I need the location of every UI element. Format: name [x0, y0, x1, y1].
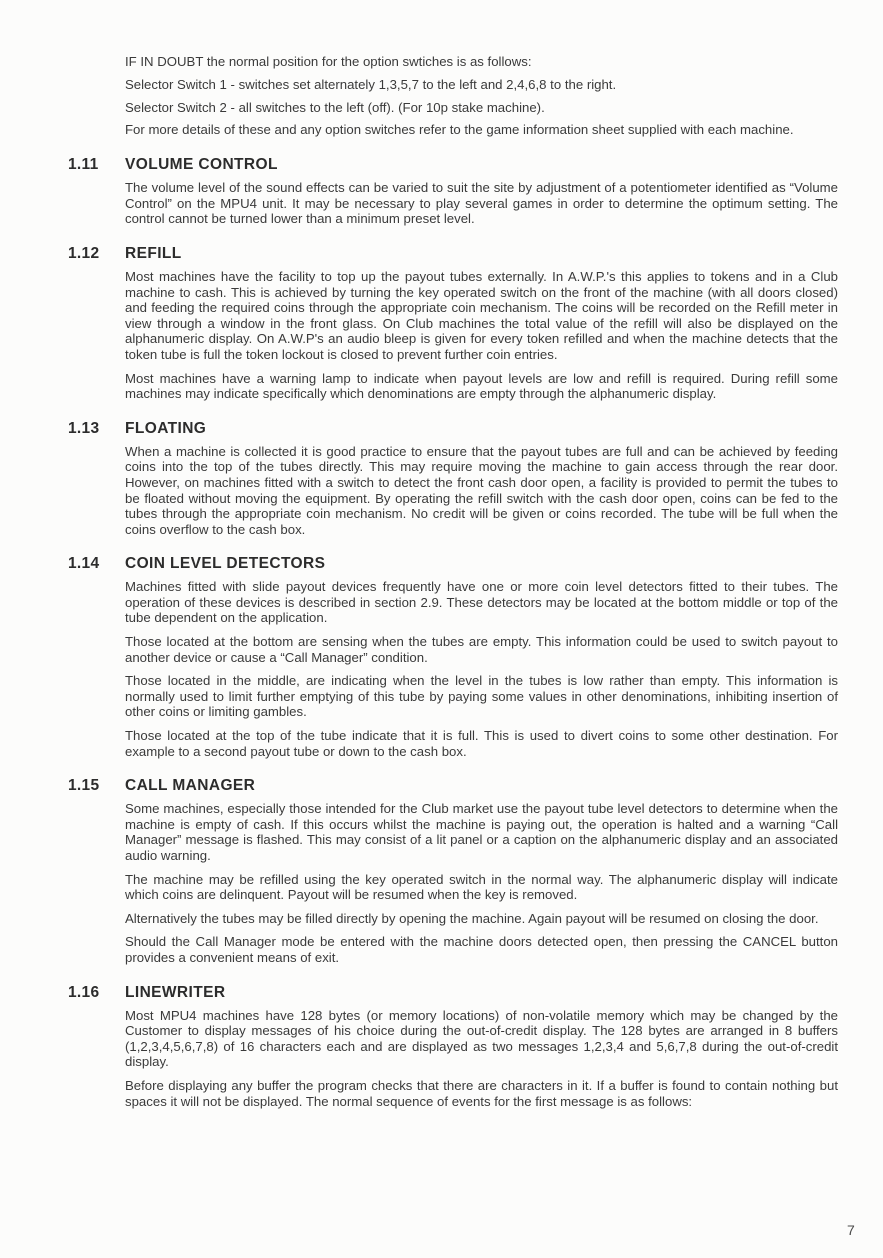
section-paragraph: The volume level of the sound effects can be varied to suit the site by adjustment of a potentiometer identified as “Volume Control” on the MPU4 unit. It may be necessary to play several games in order to determine the optimum setting. The control cannot be turned lower than a minimum preset level.: [125, 180, 838, 227]
section-paragraph: Machines fitted with slide payout devices frequently have one or more coin level detectors fitted to their tubes. The operation of these devices is described in section 2.9. These detectors may be located at the bottom middle or top of the tube dependent on the application.: [125, 579, 838, 626]
section-number: 1.12: [68, 244, 100, 262]
section-paragraph: When a machine is collected it is good practice to ensure that the payout tubes are full and can be achieved by feeding coins into the top of the tubes directly. This may require moving the machine to gain access through the rear door. However, on machines fitted with a switch to detect the front cash door open, a facility is provided to permit the tubes to be floated without moving the equipment. By operating the refill switch with the cash door open, coins can be fed to the tubes through the appropriate coin mechanism. No credit will be given or coins recorded. The tube will be full when the coins overflow to the cash box.: [125, 443, 838, 537]
sections-container: [68, 156, 838, 1109]
section-paragraph: Most machines have the facility to top up the payout tubes externally. In A.W.P.'s this applies to tokens and in a Club machine to cash. This is achieved by turning the key operated switch on the front of the machine (with all doors closed) and feeding the required coins through the appropriate coin mechanism. The coins will be recorded on the Refill meter in view through a window in the front glass. On Club machines the total value of the refill will also be displayed on the alphanumeric display. On A.W.P's an audio bleep is given for every token refilled and when the machine detects that the token tube is full the token lockout is closed to prevent further coin entries.: [125, 268, 838, 362]
section-title: COIN LEVEL DETECTORS: [125, 555, 326, 573]
section-heading: [68, 984, 838, 1002]
intro-block: [125, 54, 838, 138]
section-body: [125, 269, 838, 402]
section-paragraph: Some machines, especially those intended for the Club market use the payout tube level detectors to determine when the machine is empty of cash. If this occurs whilst the machine is paying out, the operation is halted and a warning “Call Manager” message is flashed. This may consist of a lit panel or a caption on the alphanumeric display and an associated audio warning.: [125, 801, 838, 863]
section-1.14: [68, 555, 838, 759]
section-title: LINEWRITER: [125, 983, 226, 1001]
section-number: 1.14: [68, 555, 100, 573]
intro-line: Selector Switch 1 - switches set alternately 1,3,5,7 to the left and 2,4,6,8 to the right.: [125, 76, 617, 92]
section-body: [125, 444, 838, 538]
section-1.15: [68, 777, 838, 965]
section-title: REFILL: [125, 244, 182, 262]
section-heading: [68, 555, 838, 573]
intro-line: IF IN DOUBT the normal position for the option swtiches is as follows:: [125, 54, 532, 69]
section-1.11: [68, 156, 838, 227]
section-body: [125, 1008, 838, 1110]
section-paragraph: Most MPU4 machines have 128 bytes (or memory locations) of non-volatile memory which may be changed by the Customer to display messages of his choice during the out-of-credit display. The 128 bytes are arranged in 8 buffers (1,2,3,4,5,6,7,8) of 16 characters each and are displayed as two messages 1,2,3,4 and 5,6,7,8 during the out-of-credit display.: [125, 1007, 838, 1070]
section-paragraph: Alternatively the tubes may be filled directly by opening the machine. Again payout will be resumed on closing the door.: [125, 910, 819, 926]
section-paragraph: Those located in the middle, are indicating when the level in the tubes is low rather than empty. This information is normally used to limit further emptying of this tube by paying some values in other denominations, inhibiting insertion of other coins or limiting gambles.: [125, 673, 838, 720]
section-body: [125, 579, 838, 759]
section-paragraph: Should the Call Manager mode be entered with the machine doors detected open, then pressing the CANCEL button provides a convenient means of exit.: [125, 934, 838, 965]
section-paragraph: Those located at the bottom are sensing when the tubes are empty. This information could be used to switch payout to another device or cause a “Call Manager” condition.: [125, 634, 838, 665]
section-paragraph: Most machines have a warning lamp to indicate when payout levels are low and refill is required. During refill some machines may indicate specifically which denominations are empty through the alphanumeric display.: [125, 370, 838, 402]
section-heading: [68, 420, 838, 438]
section-1.13: [68, 420, 838, 538]
section-number: 1.11: [68, 156, 99, 174]
section-heading: [68, 777, 838, 795]
section-heading: [68, 245, 838, 263]
section-body: [125, 801, 838, 965]
section-body: [125, 180, 838, 227]
section-number: 1.16: [68, 983, 100, 1001]
section-title: VOLUME CONTROL: [125, 156, 278, 174]
section-paragraph: Those located at the top of the tube indicate that it is full. This is used to divert coins to some other destination. For example to a second payout tube or down to the cash box.: [125, 728, 838, 759]
section-1.16: [68, 984, 838, 1110]
section-number: 1.13: [68, 419, 100, 437]
intro-line: Selector Switch 2 - all switches to the left (off). (For 10p stake machine).: [125, 99, 545, 115]
section-title: FLOATING: [125, 419, 207, 437]
section-paragraph: Before displaying any buffer the program checks that there are characters in it. If a buffer is found to contain nothing but spaces it will not be displayed. The normal sequence of events for the first message is as follows:: [125, 1077, 838, 1109]
section-number: 1.15: [68, 777, 100, 795]
section-title: CALL MANAGER: [125, 777, 256, 795]
section-heading: [68, 156, 838, 174]
section-1.12: [68, 245, 838, 402]
section-paragraph: The machine may be refilled using the key operated switch in the normal way. The alphanumeric display will indicate which coins are delinquent. Payout will be resumed when the key is removed.: [125, 871, 838, 903]
intro-line: For more details of these and any option switches refer to the game information sheet supplied with each machine.: [125, 122, 794, 138]
page-number: 7: [847, 1222, 855, 1238]
